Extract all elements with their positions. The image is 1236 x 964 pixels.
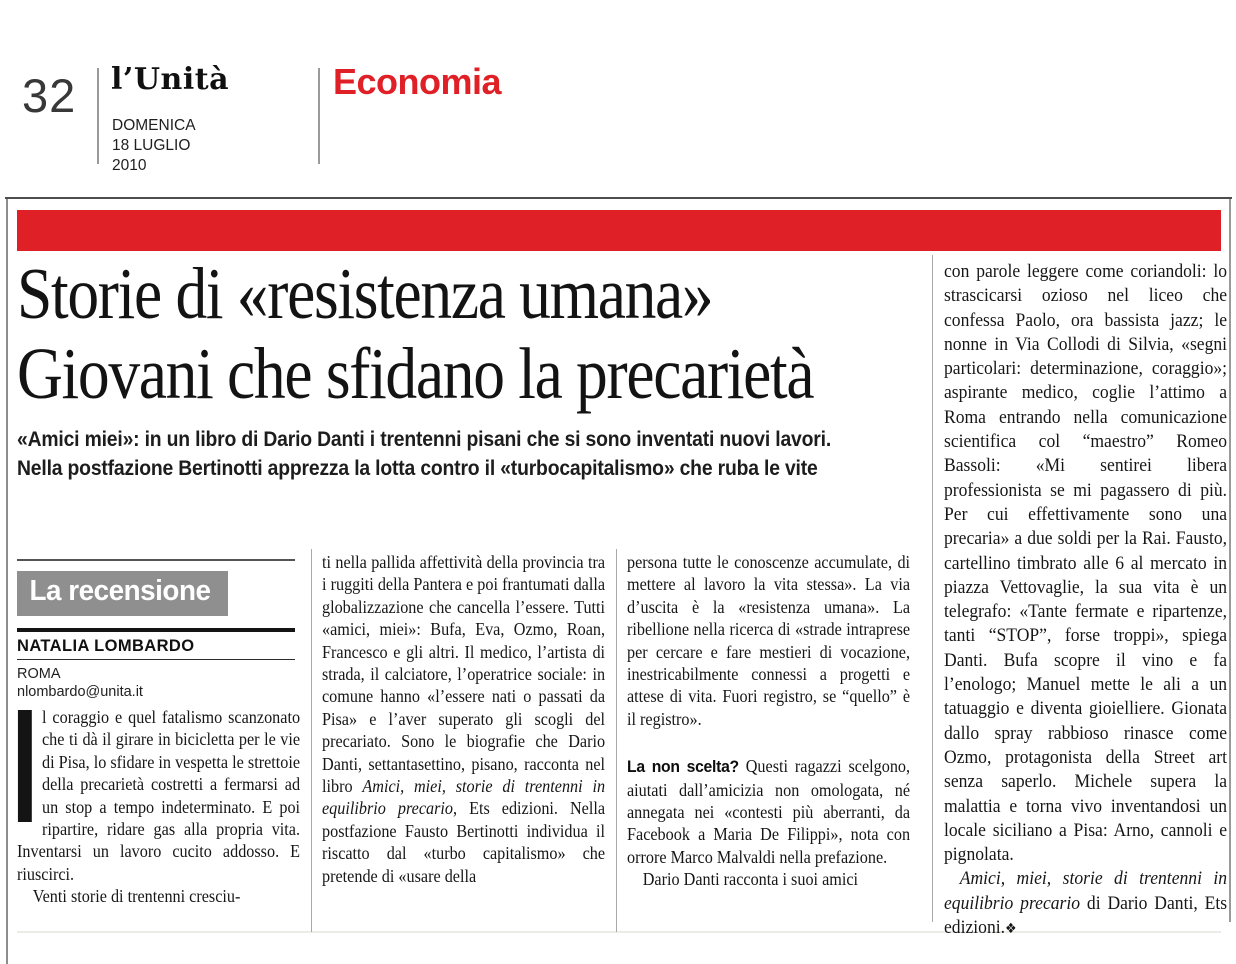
byline-author: NATALIA LOMBARDO: [17, 637, 195, 655]
byline-location: ROMA: [17, 666, 61, 682]
red-accent-bar: [17, 210, 1221, 251]
section-title: Economia: [333, 61, 502, 102]
kicker-rule: [17, 559, 295, 561]
paragraph: [322, 551, 605, 887]
standfirst: [17, 425, 953, 483]
right-column: [944, 260, 1227, 941]
byline-rule-thick: [17, 628, 295, 632]
book-title: Amici, miei, storie di trentenni in equilibrio precario: [944, 868, 1228, 914]
header-divider: [97, 68, 99, 164]
date-line: 18 LUGLIO: [112, 136, 191, 154]
paragraph-text: ti nella pallida affettività della provincia tra i ruggiti della Pantera e poi frantumati dalla globalizzazione che cancella l’essere. Tutti «amici, miei»: Bufa, Eva, Ozmo, Roan, Francesco e gli altri. Il medico, l’artista di strada, il calciatore, l’operatrice sociale: in comune hanno «l’essere nati o passati da Pisa» e l’aver superato gli scogli del precariato. Sono le biografie che Dario Danti, settantasettino, pisano, racconta nel libro: [322, 552, 606, 797]
masthead-logo: l’Unità: [111, 62, 230, 97]
headline-line-2: Giovani che sfidano la precarietà: [17, 333, 814, 414]
paragraph: con parole leggere come coriandoli: lo strascicarsi ozioso nel liceo che confessa Paolo, ora bassista jazz; le nonne in Via Collodi di Silvia, «segni particolari: determinazione, coraggio»; aspirante medico, coglie l’attimo a Roma entrando nella comunicazione scientifica col “maestro” Romeo Bassoli: «Mi sentirei libera professionista se mi pagassero di più. Per cui effettivamente sono una precaria» a due soldi per la Rai. Fausto, cartellino timbrato alle 6 al mercato in piazza Vettovaglie, la sua vita è un telegrafo: «Tante fermate e ripartenze, tanti “STOP”, forse troppi», spiega Danti. Bufa scopre il vino e fa l’enologo; Manuel mette le ali a un tatuaggio e diventa gioielliere. Gionata dallo spray rabbioso rinasce come Ozmo, protagonista della Street art senza saperlo. Michele supera la malattia e torna vivo inventandosi un locale siciliano a Pisa: Arno, cannoli e pignolata.: [944, 261, 1228, 866]
body-column-2: [322, 551, 605, 887]
book-title: Amici, miei, storie di trentenni in equilibrio precario: [322, 776, 606, 819]
standfirst-line-2: Nella postfazione Bertinotti apprezza la lotta contro il «turbocapitalismo» che ruba le vite: [17, 456, 818, 480]
byline-email: nlombardo@unita.it: [17, 684, 143, 700]
kicker-label: La recensione: [29, 575, 211, 607]
paragraph: Dario Danti racconta i suoi amici: [642, 869, 859, 890]
paragraph-text: di Dario Danti, Ets edizioni.: [944, 892, 1228, 939]
column-separator: [311, 549, 312, 932]
body-column-1: [17, 706, 300, 908]
kicker-box: [17, 571, 228, 616]
paragraph-lead-in: La non scelta?: [627, 757, 739, 777]
drop-cap-bar: [18, 710, 32, 822]
paragraph: [944, 867, 1227, 941]
headline-line-1: Storie di «resistenza umana»: [17, 253, 713, 334]
body-column-3: [627, 551, 910, 891]
paragraph: Venti storie di trentenni cresciu-: [32, 886, 241, 907]
right-rule: [1229, 199, 1231, 922]
headline: [17, 254, 957, 414]
paragraph: persona tutte le conoscenze accumulate, di mettere al lavoro la vita stessa». La via d’uscita è la «resistenza umana». La ribellione nella ricerca di «strade intraprese per cercare e fare mestieri di vocazione, inestricabilmente connessi a progetti e attese di vita. Fuori registro, se “quello” è il registro».: [627, 552, 911, 729]
masthead-date: [112, 116, 196, 175]
header-divider: [318, 68, 320, 164]
paragraph: [627, 755, 910, 868]
date-line: DOMENICA: [112, 117, 196, 134]
byline-rule-thin: [17, 659, 295, 660]
paragraph-text: l coraggio e quel fatalismo scanzonato che ti dà il girare in bicicletta per le vie di Pisa, lo sfidare in vespetta le strettoie della precarietà costretti a fermarsi ad un stop a tempo indeterminato. E poi ripartire, ridare gas alla propria vita. Inventarsi un lavoro cucito addosso. E riuscirci.: [17, 707, 301, 884]
page-number: 32: [22, 69, 77, 122]
top-rule: [5, 197, 1232, 199]
paragraph-text: , Ets edizioni. Nella postfazione Fausto Bertinotti individua il riscatto dal «turbo capitalismo» che pretende di «usare della: [322, 798, 606, 886]
date-line: 2010: [112, 156, 147, 174]
standfirst-line-1: «Amici miei»: in un libro di Dario Danti i trentenni pisani che si sono inventati nuovi lavori.: [17, 427, 832, 451]
column-separator: [616, 549, 617, 932]
paragraph: [17, 706, 300, 885]
end-mark: ❖: [1005, 921, 1017, 938]
paragraph-text: Questi ragazzi scelgono, aiutati dall’amicizia non omologata, né annegata nei «contesti più aberranti, da Facebook a Maria De Filippi», nota con orrore Marco Malvaldi nella prefazione.: [627, 756, 911, 867]
left-rule: [6, 199, 8, 964]
